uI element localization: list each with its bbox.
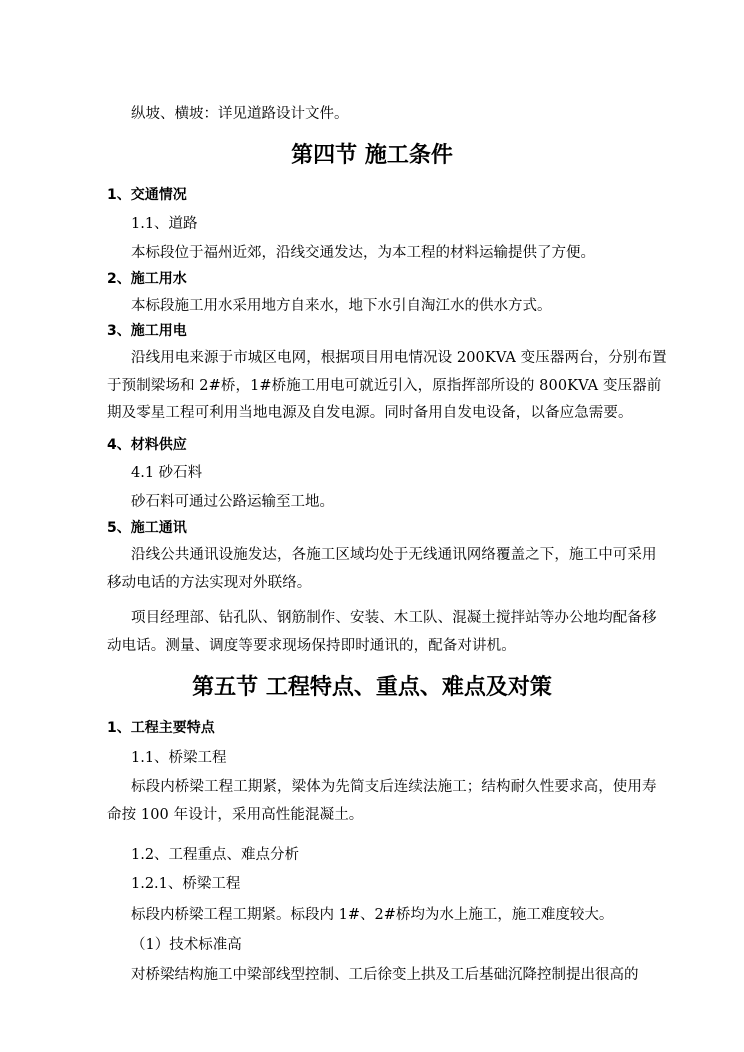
subheading: 1、工程主要特点 bbox=[107, 720, 215, 736]
paragraph: 1.1、桥梁工程 bbox=[131, 750, 227, 766]
paragraph: 1.2.1、桥梁工程 bbox=[131, 876, 241, 892]
section-title: 第四节 施工条件 bbox=[291, 143, 453, 168]
paragraph: 沿线公共通讯设施发达，各施工区域均处于无线通讯网络覆盖之下，施工中可采用移动电话的方法实现对外联络。 bbox=[107, 547, 657, 591]
paragraph: 砂石料可通过公路运输至工地。 bbox=[131, 494, 334, 510]
paragraph: 1.2、工程重点、难点分析 bbox=[131, 847, 300, 863]
subheading: 1、交通情况 bbox=[107, 187, 187, 203]
subheading: 5、施工通讯 bbox=[107, 520, 187, 536]
paragraph: （1）技术标准高 bbox=[131, 937, 242, 953]
paragraph: 1.1、道路 bbox=[131, 216, 198, 232]
paragraph: 对桥梁结构施工中梁部线型控制、工后徐变上拱及工后基础沉降控制提出很高的 bbox=[131, 967, 639, 983]
paragraph: 4.1 砂石料 bbox=[131, 465, 203, 481]
paragraph: 纵坡、横坡：详见道路设计文件。 bbox=[131, 106, 349, 122]
subheading: 3、施工用电 bbox=[107, 323, 187, 339]
paragraph: 本标段施工用水采用地方自来水，地下水引自淘江水的供水方式。 bbox=[131, 298, 552, 314]
section-title: 第五节 工程特点、重点、难点及对策 bbox=[192, 675, 552, 700]
paragraph: 标段内桥梁工程工期紧。标段内 1#、2#桥均为水上施工，施工难度较大。 bbox=[131, 907, 614, 923]
paragraph: 本标段位于福州近郊，沿线交通发达，为本工程的材料运输提供了方便。 bbox=[131, 245, 595, 261]
paragraph: 项目经理部、钻孔队、钢筋制作、安装、木工队、混凝土搅拌站等办公地均配备移动电话。测量、调度等要求现场保持即时通讯的，配备对讲机。 bbox=[107, 610, 657, 654]
subheading: 2、施工用水 bbox=[107, 271, 187, 287]
subheading: 4、材料供应 bbox=[107, 437, 187, 453]
paragraph: 沿线用电来源于市城区电网，根据项目用电情况设 200KVA 变压器两台，分别布置于预制梁场和 2#桥，1#桥施工用电可就近引入，原指挥部所设的 800KVA 变压器前期及零星工程可利用当地电源及自发电源。同时备用自发电设备，以备应急需要。 bbox=[107, 350, 667, 421]
paragraph: 标段内桥梁工程工期紧，梁体为先简支后连续法施工；结构耐久性要求高，使用寿命按 100 年设计，采用高性能混凝土。 bbox=[107, 779, 657, 823]
